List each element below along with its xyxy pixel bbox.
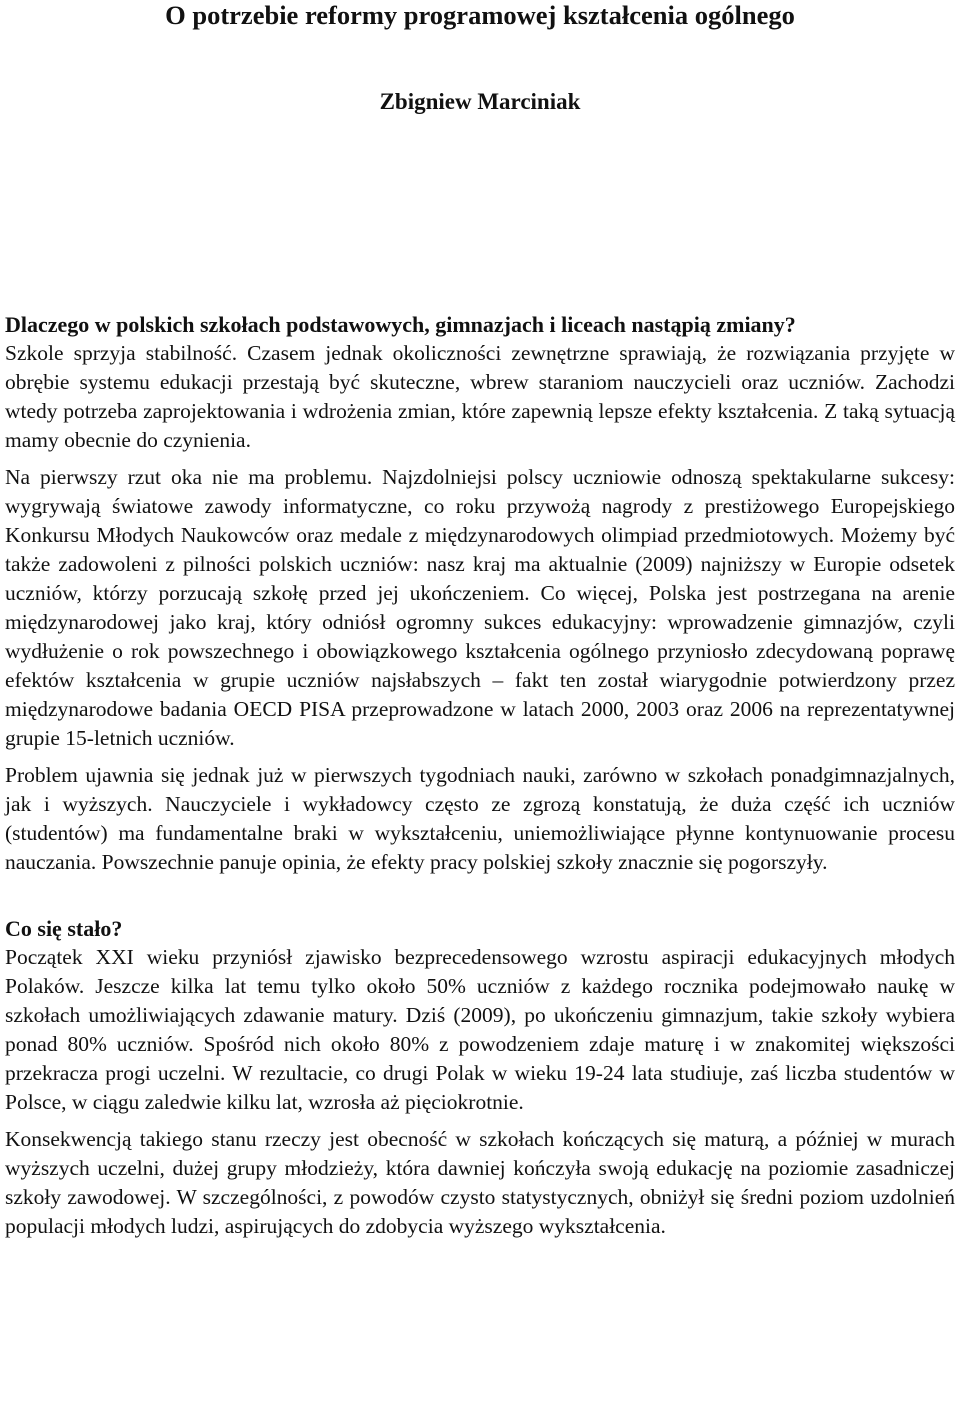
- document-title: O potrzebie reformy programowej kształcenia ogólnego: [165, 0, 795, 30]
- document-author: Zbigniew Marciniak: [379, 89, 581, 114]
- paragraph-2: Na pierwszy rzut oka nie ma problemu. Najzdolniejsi polscy uczniowie odnoszą spektakularne sukcesy: wygrywają światowe zawody informatyczne, co roku przywożą nagrody z prestiżowego Europejskiego Konkursu Młodych Naukowców oraz medale z międzynarodowych olimpiad przedmiotowych. Możemy być także zadowoleni z pilności polskich uczniów: nasz kraj ma aktualnie (2009) najniższy w Europie odsetek uczniów, którzy porzucają szkołę przed jej ukończeniem. Co więcej, Polska jest postrzegana na arenie międzynarodowej jako kraj, który odniósł ogromny sukces edukacyjny: wprowadzenie gimnazjów, czyli wydłużenie o rok powszechnego i obowiązkowego kształcenia ogólnego przyniosło zdecydowaną poprawę efektów kształcenia w grupie uczniów najsłabszych – fakt ten został wiarygodnie potwierdzony przez międzynarodowe badania OECD PISA przeprowadzone w latach 2000, 2003 oraz 2006 na reprezentatywnej grupie 15-letnich uczniów.: [5, 465, 955, 750]
- document-page: [5, 0, 955, 1241]
- paragraph-3: Problem ujawnia się jednak już w pierwszych tygodniach nauki, zarówno w szkołach ponadgimnazjalnych, jak i wyższych. Nauczyciele i wykładowcy często ze zgrozą konstatują, że duża część ich uczniów (studentów) ma fundamentalne braki w wykształceniu, uniemożliwiające płynne kontynuowanie procesu nauczania. Powszechnie panuje opinia, że efekty pracy polskiej szkoły znacznie się pogorszyły.: [5, 763, 955, 874]
- lead-question: Dlaczego w polskich szkołach podstawowych, gimnazjach i liceach nastąpią zmiany?: [5, 312, 796, 337]
- section-paragraph-2: Konsekwencją takiego stanu rzeczy jest obecność w szkołach kończących się maturą, a później w murach wyższych uczelni, dużej grupy młodzieży, która dawniej kończyła swoją edukację na poziomie zasadniczej szkoły zawodowej. W szczególności, z powodów czysto statystycznych, obniżył się średni poziom uzdolnień populacji młodych ludzi, aspirujących do zdobycia wyższego wykształcenia.: [5, 1127, 955, 1238]
- section-paragraph-1: Początek XXI wieku przyniósł zjawisko bezprecedensowego wzrostu aspiracji edukacyjnych młodych Polaków. Jeszcze kilka lat temu tylko około 50% uczniów z każdego rocznika podejmowało naukę w szkołach umożliwiających zdawanie matury. Dziś (2009), po ukończeniu gimnazjum, takie szkoły wybiera ponad 80% uczniów. Spośród nich około 80% z powodzeniem zdaje maturę i w znakomitej większości przekracza progi uczelni. W rezultacie, co drugi Polak w wieku 19-24 lata studiuje, zaś liczba studentów w Polsce, w ciągu zaledwie kilku lat, wzrosła aż pięciokrotnie.: [5, 945, 955, 1114]
- section-heading: Co się stało?: [5, 916, 123, 941]
- paragraph-1: Szkole sprzyja stabilność. Czasem jednak okoliczności zewnętrzne sprawiają, że rozwiązania przyjęte w obrębie systemu edukacji przestają być skuteczne, wbrew staraniom nauczycieli oraz uczniów. Zachodzi wtedy potrzeba zaprojektowania i wdrożenia zmian, które zapewnią lepsze efekty kształcenia. Z taką sytuacją mamy obecnie do czynienia.: [5, 341, 955, 452]
